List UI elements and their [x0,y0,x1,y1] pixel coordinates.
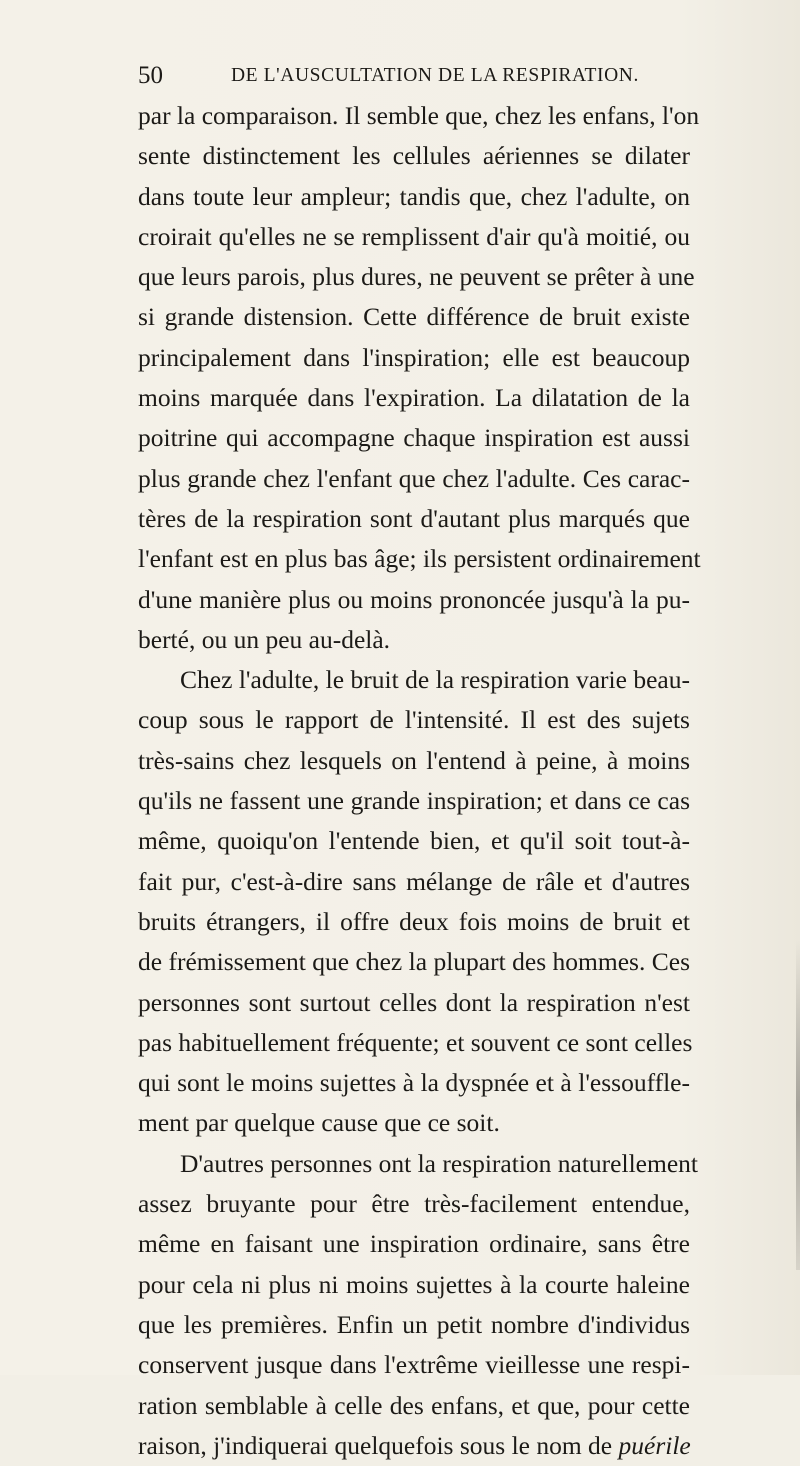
italic-term: puérile [618,1430,691,1460]
text-line: que leurs parois, plus dures, ne peuvent se prêter à une [138,262,695,292]
text-line: que les premières. Enfin un petit nombre d'individus [138,1309,690,1339]
text-line: qu'ils ne fassent une grande inspiration; et dans ce cas [138,786,690,816]
text-line: si grande distension. Cette différence de bruit existe [138,302,690,332]
text-line: très-sains chez lesquels on l'entend à peine, à moins [138,745,690,775]
text-line: poitrine qui accompagne chaque inspiration est aussi [138,423,690,453]
final-line [138,1426,690,1466]
paragraph-start-line: Chez l'adulte, le bruit de la respiration varie beau- [180,665,690,695]
text-line: d'une manière plus ou moins prononcée jusqu'à la pu- [138,584,690,614]
text-line: moins marquée dans l'expiration. La dilatation de la [138,383,690,413]
text-line: dans toute leur ampleur; tandis que, chez l'adulte, on [138,181,690,211]
page-edge-shadow [796,940,800,1270]
text-line: qui sont le moins sujettes à la dyspnée et à l'essouffle- [138,1068,690,1098]
text-line: l'enfant est en plus bas âge; ils persistent ordinairement [138,544,701,574]
page-header [138,62,678,92]
text-line: conservent jusque dans l'extrême vieillesse une respi- [138,1350,690,1380]
body-text [138,96,701,1466]
paragraph-start-line: D'autres personnes ont la respiration naturellement [180,1148,698,1178]
text-line: assez bruyante pour être très-facilement entendue, [138,1189,690,1219]
text-line: principalement dans l'inspiration; elle est beaucoup [138,342,690,372]
text-line: sente distinctement les cellules aériennes se dilater [138,141,690,171]
final-line-text: raison, j'indiquerai quelquefois sous le nom de [138,1430,613,1460]
text-line: personnes sont surtout celles dont la respiration n'est [138,987,690,1017]
text-line: par la comparaison. Il semble que, chez les enfans, l'on [138,101,700,130]
text-line: pour cela ni plus ni moins sujettes à la courte haleine [138,1269,690,1299]
text-line: plus grande chez l'enfant que chez l'adulte. Ces carac- [138,463,690,493]
text-line: pas habituellement fréquente; et souvent ce sont celles [138,1027,693,1057]
paragraph-end-line: ment par quelque cause que ce soit. [138,1108,500,1138]
text-line: coup sous le rapport de l'intensité. Il est des sujets [138,705,690,735]
text-line: tères de la respiration sont d'autant plus marqués que [138,503,690,533]
text-line: même, quoiqu'on l'entende bien, et qu'il soit tout-à- [138,826,690,856]
text-line: de frémissement que chez la plupart des hommes. Ces [138,947,690,977]
text-line: ration semblable à celle des enfans, et que, pour cette [138,1390,690,1420]
text-line: croirait qu'elles ne se remplissent d'air qu'à moitié, ou [138,221,690,251]
running-head: DE L'AUSCULTATION DE LA RESPIRATION. [231,65,639,86]
text-line: même en faisant une inspiration ordinaire, sans être [138,1229,690,1259]
text-line: fait pur, c'est-à-dire sans mélange de râle et d'autres [138,866,690,896]
paragraph-end-line: berté, ou un peu au-delà. [138,624,391,654]
text-line: bruits étrangers, il offre deux fois moins de bruit et [138,906,690,936]
page-number: 50 [138,62,163,89]
